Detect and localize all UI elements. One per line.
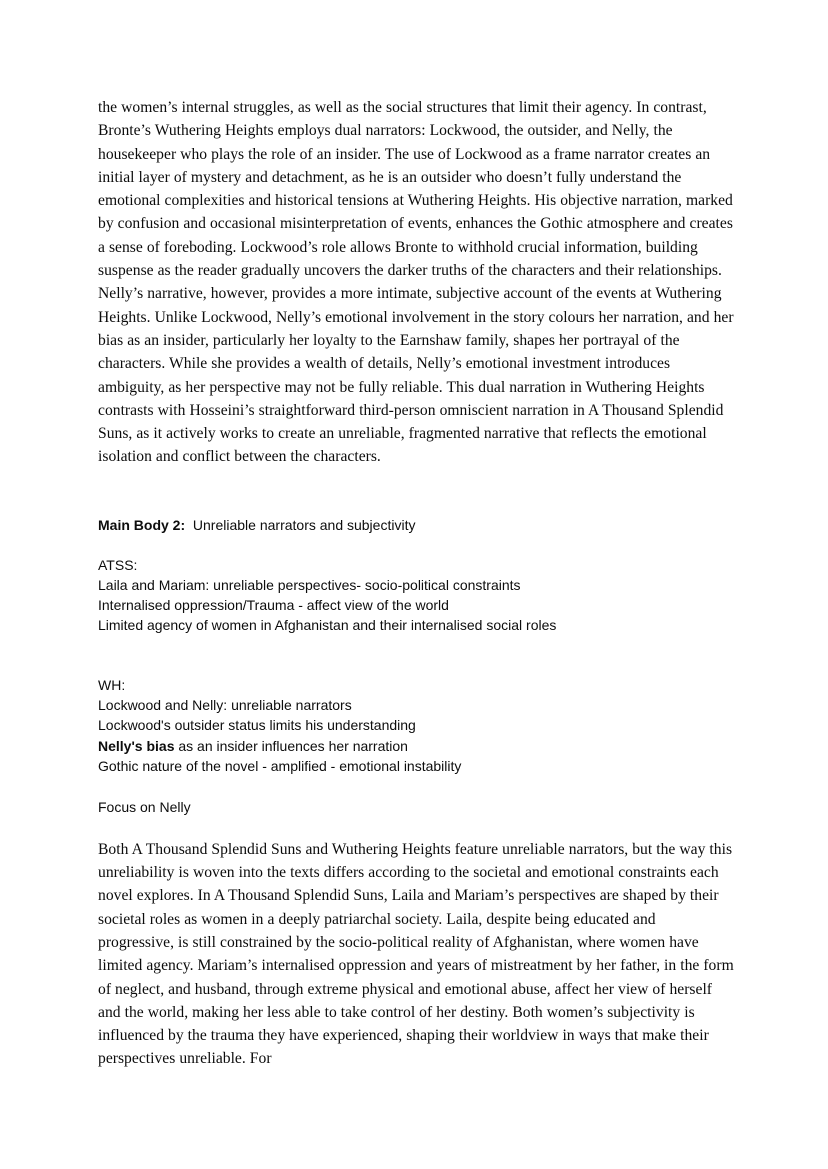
wh-notes-block bbox=[98, 675, 734, 775]
wh-note-line-remainder: as an insider influences her narration bbox=[174, 737, 408, 754]
focus-note-block bbox=[98, 797, 734, 817]
spacer-before-main-body-heading bbox=[98, 469, 734, 515]
spacer-before-atss-notes bbox=[98, 535, 734, 555]
document-text-column bbox=[98, 96, 734, 1071]
atss-notes-block bbox=[98, 555, 734, 635]
focus-note-line: Focus on Nelly bbox=[98, 798, 191, 815]
spacer-before-focus-note bbox=[98, 776, 734, 797]
atss-notes-heading: ATSS: bbox=[98, 556, 138, 573]
spacer-before-body-paragraph-2 bbox=[98, 817, 734, 838]
main-body-heading-separator bbox=[185, 517, 193, 533]
wh-note-line-emphasised bbox=[98, 736, 734, 756]
wh-note-line: Lockwood and Nelly: unreliable narrators bbox=[98, 697, 352, 714]
body-paragraph-2: Both A Thousand Splendid Suns and Wuthering Heights feature unreliable narrators, but the way this unreliability is woven into the texts differs according to the societal and emotional constraints each novel explores. In A Thousand Splendid Suns, Laila and Mariam’s perspectives are shaped by their societal roles as women in a deeply patriarchal society. Laila, despite being educated and progressive, is still constrained by the socio-political reality of Afghanistan, where women have limited agency. Mariam’s internalised oppression and years of mistreatment by her father, in the form of neglect, and husband, through extreme physical and emotional abuse, affect her view of herself and the world, making her less able to take control of her destiny. Both women’s subjectivity is influenced by the trauma they have experienced, shaping their worldview in ways that make their perspectives unreliable. For bbox=[98, 840, 734, 1068]
wh-notes-heading: WH: bbox=[98, 677, 126, 694]
atss-note-line: Laila and Mariam: unreliable perspectives- socio-political constraints bbox=[98, 576, 521, 593]
wh-note-line: Gothic nature of the novel - amplified - emotional instability bbox=[98, 757, 462, 774]
wh-note-line: Lockwood's outsider status limits his understanding bbox=[98, 717, 416, 734]
spacer-before-wh-notes bbox=[98, 635, 734, 675]
atss-note-line: Limited agency of women in Afghanistan and their internalised social roles bbox=[98, 617, 557, 634]
wh-note-bold-phrase: Nelly's bias bbox=[98, 737, 175, 754]
main-body-heading-title: Unreliable narrators and subjectivity bbox=[192, 516, 416, 533]
main-body-heading-label: Main Body 2: bbox=[98, 516, 186, 533]
atss-note-line: Internalised oppression/Trauma - affect view of the world bbox=[98, 597, 449, 614]
main-body-heading bbox=[98, 515, 734, 535]
body-paragraph-1: the women’s internal struggles, as well as the social structures that limit their agency. In contrast, Bronte’s Wuthering Heights employs dual narrators: Lockwood, the outsider, and Nelly, the housekeeper who plays the role of an insider. The use of Lockwood as a frame narrator creates an initial layer of mystery and detachment, as he is an outsider who doesn’t fully understand the emotional complexities and historical tensions at Wuthering Heights. His objective narration, marked by confusion and occasional misinterpretation of events, enhances the Gothic atmosphere and creates a sense of foreboding. Lockwood’s role allows Bronte to withhold crucial information, building suspense as the reader gradually uncovers the darker truths of the characters and their relationships. Nelly’s narrative, however, provides a more intimate, subjective account of the events at Wuthering Heights. Unlike Lockwood, Nelly’s emotional involvement in the story colours her narration, and her bias as an insider, particularly her loyalty to the Earnshaw family, shapes her portrayal of the characters. While she provides a wealth of details, Nelly’s emotional investment introduces ambiguity, as her perspective may not be fully reliable. This dual narration in Wuthering Heights contrasts with Hosseini’s straightforward third-person omniscient narration in A Thousand Splendid Suns, as it actively works to create an unreliable, fragmented narrative that reflects the emotional isolation and conflict between the characters. bbox=[98, 99, 734, 466]
